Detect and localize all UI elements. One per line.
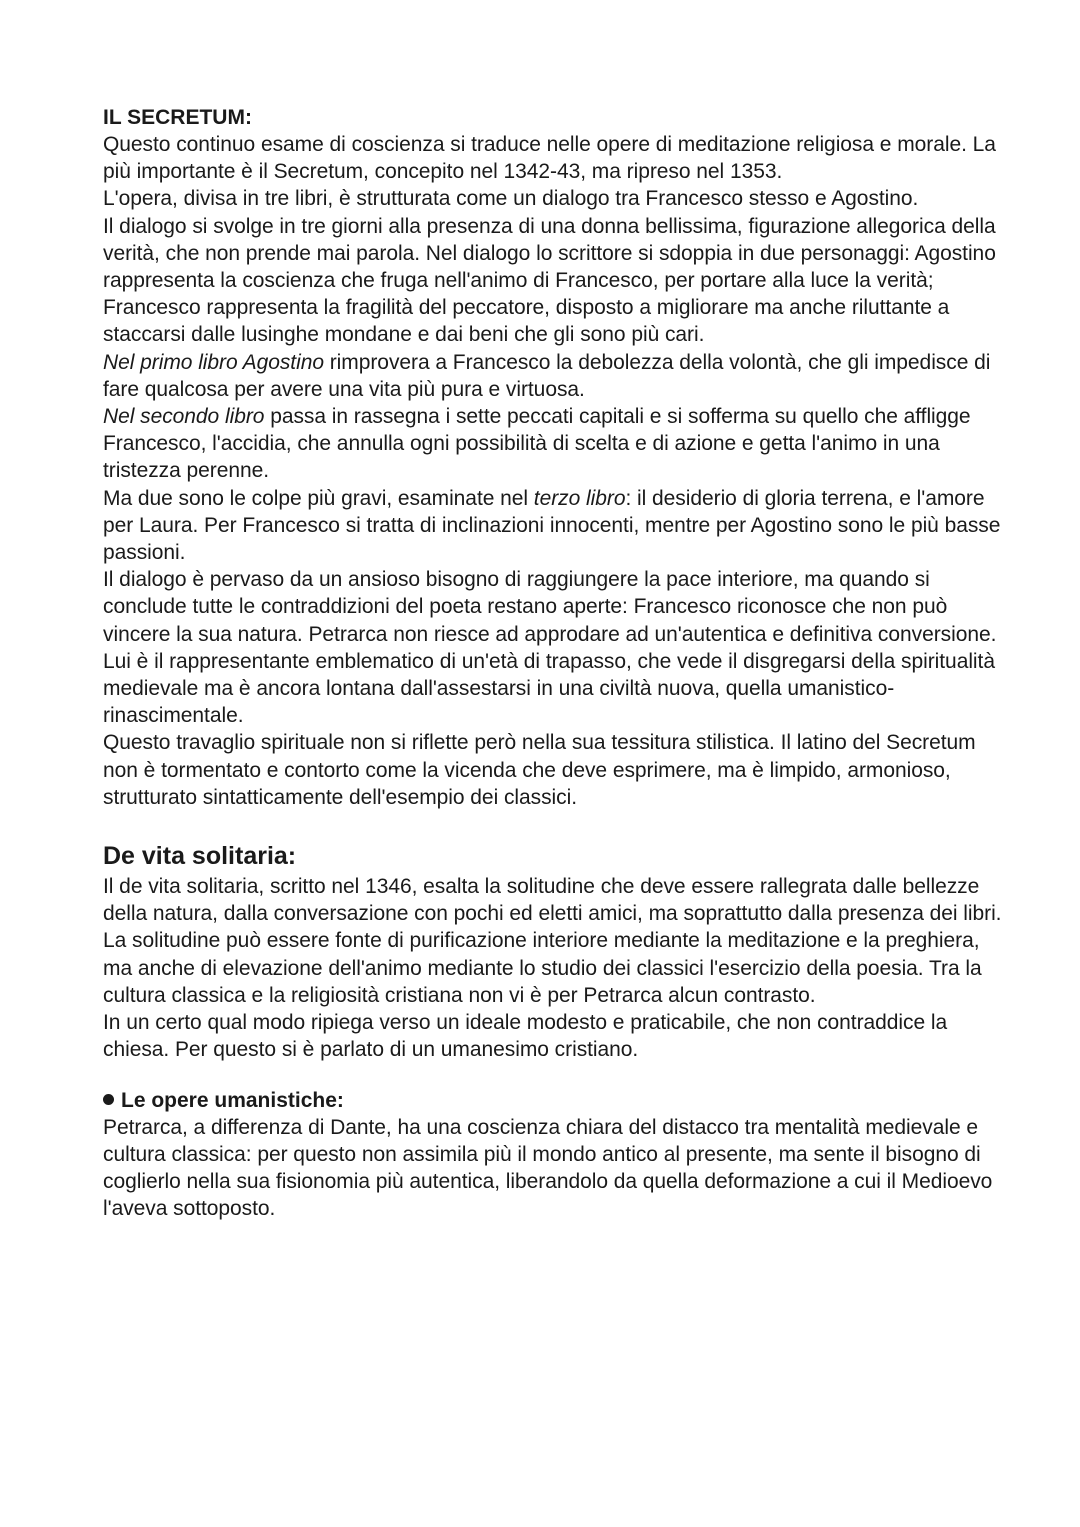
section-vita-solitaria	[103, 841, 1003, 1063]
section-title-text: Le opere umanistiche:	[121, 1088, 344, 1112]
paragraph: Questo continuo esame di coscienza si traduce nelle opere di meditazione religiosa e morale. La più importante è il Secretum, concepito nel 1342-43, ma ripreso nel 1353.	[103, 133, 996, 184]
paragraph	[103, 485, 1003, 567]
paragraph: La solitudine può essere fonte di purificazione interiore mediante la meditazione e la preghiera, ma anche di elevazione dell'animo mediante lo studio dei classici l'esercizio della poesia. Tra la cultura classica e la religiosità cristiana non vi è per Petrarca alcun contrasto.	[103, 929, 982, 1007]
paragraph-text: passa in rassegna i sette peccati capitali e si sofferma su quello che affligge Francesco, l'accidia, che annulla ogni possibilità di scelta e di azione e getta l'animo in una tristezza perenne.	[103, 405, 971, 483]
paragraph: Il de vita solitaria, scritto nel 1346, esalta la solitudine che deve essere rallegrata dalle bellezze della natura, dalla conversazione con pochi ed eletti amici, ma soprattutto dalla presenza dei libri.	[103, 875, 1002, 926]
italic-phrase: Nel secondo libro	[103, 405, 265, 429]
paragraph	[103, 349, 1003, 403]
section-secretum	[103, 104, 1003, 811]
italic-phrase: terzo libro	[533, 486, 626, 510]
paragraph	[103, 403, 1003, 485]
paragraph: L'opera, divisa in tre libri, è strutturata come un dialogo tra Francesco stesso e Agostino.	[103, 187, 919, 211]
paragraph-text: Ma due sono le colpe più gravi, esaminate nel	[103, 486, 534, 510]
paragraph: Il dialogo si svolge in tre giorni alla presenza di una donna bellissima, figurazione allegorica della verità, che non prende mai parola. Nel dialogo lo scrittore si sdoppia in due personaggi: Agostino rappresenta la coscienza che fruga nell'animo di Francesco, per portare alla luce la verità; Francesco rappresenta la fragilità del peccatore, disposto a migliorare ma anche riluttante a staccarsi dalle lusinghe mondane e dai beni che gli sono più cari.	[103, 214, 996, 347]
italic-phrase: Nel primo libro Agostino	[103, 350, 324, 374]
paragraph: Il dialogo è pervaso da un ansioso bisogno di raggiungere la pace interiore, ma quando si conclude tutte le contraddizioni del poeta restano aperte: Francesco riconosce che non può vincere la sua natura. Petrarca non riesce ad approdare ad un'autentica e definitiva conversione.	[103, 568, 997, 646]
paragraph: Questo travaglio spirituale non si riflette però nella sua tessitura stilistica. Il latino del Secretum non è tormentato e contorto come la vicenda che deve esprimere, ma è limpido, armonioso, strutturato sintatticamente dell'esempio dei classici.	[103, 731, 976, 809]
paragraph-text: : il desiderio di gloria terrena, e l'amore per Laura. Per Francesco si tratta di inclinazioni innocenti, mentre per Agostino sono le più basse passioni.	[103, 486, 1001, 565]
section-title-vita-solitaria: De vita solitaria:	[103, 842, 297, 871]
paragraph-text: rimprovera a Francesco la debolezza della volontà, che gli impedisce di fare qualcosa per avere una vita più pura e virtuosa.	[103, 350, 991, 401]
paragraph: Petrarca, a differenza di Dante, ha una coscienza chiara del distacco tra mentalità medievale e cultura classica: per questo non assimila più il mondo antico al presente, ma sente il bisogno di coglierlo nella sua fisionomia più autentica, liberandolo da quella deformazione a cui il Medioevo l'aveva sottoposto.	[103, 1115, 993, 1221]
section-title-opere-umanistiche	[103, 1087, 1003, 1114]
paragraph: In un certo qual modo ripiega verso un ideale modesto e praticabile, che non contraddice la chiesa. Per questo si è parlato di un umanesimo cristiano.	[103, 1011, 948, 1062]
section-title-secretum: IL SECRETUM:	[103, 106, 252, 129]
section-opere-umanistiche	[103, 1087, 1003, 1223]
paragraph: Lui è il rappresentante emblematico di un'età di trapasso, che vede il disgregarsi della spiritualità medievale ma è ancora lontana dall'assestarsi in una civiltà nuova, quella umanistico-rinascimentale.	[103, 649, 995, 728]
bullet-icon	[103, 1094, 114, 1105]
document-page	[103, 104, 1003, 1222]
